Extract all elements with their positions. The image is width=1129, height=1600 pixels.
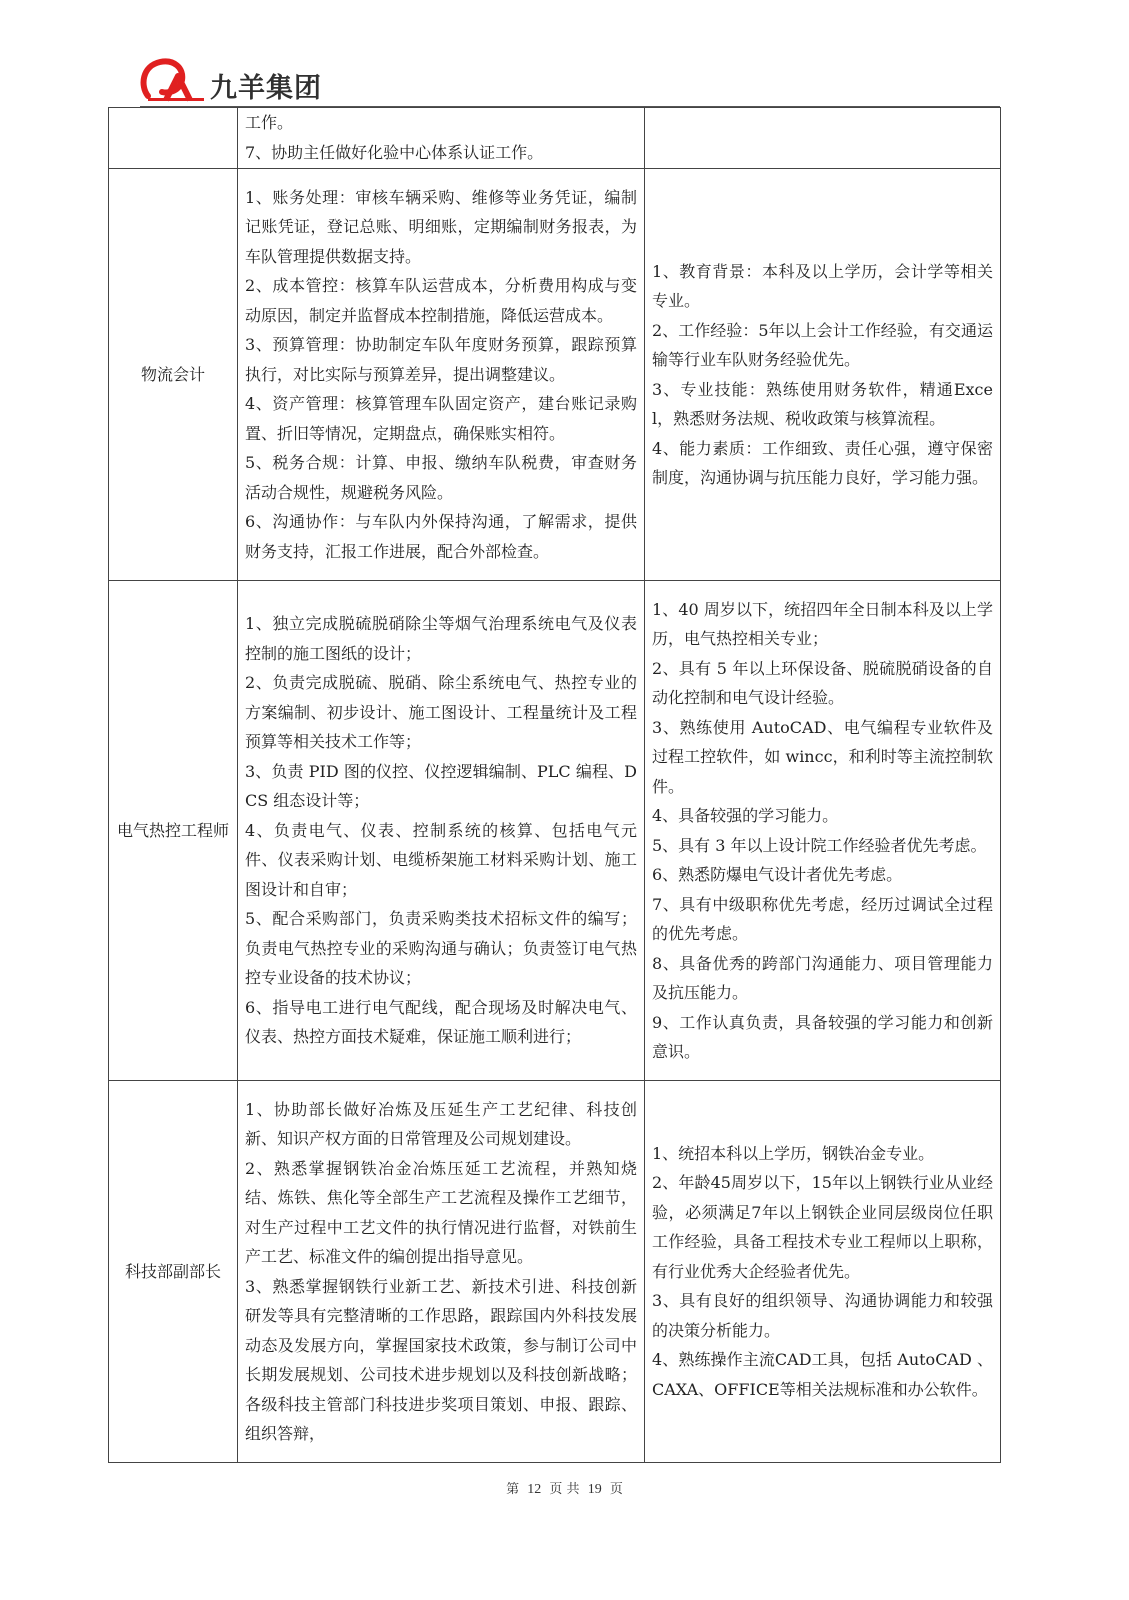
position-title-cell: 物流会计 <box>109 169 238 581</box>
job-requirements-cell <box>645 108 1001 169</box>
position-title-cell: 电气热控工程师 <box>109 581 238 1081</box>
requirement-item: 9、工作认真负责，具备较强的学习能力和创新意识。 <box>652 1012 993 1061</box>
job-requirements-cell <box>645 169 1001 581</box>
table-row <box>109 1081 1001 1463</box>
requirement-item: 6、熟悉防爆电气设计者优先考虑。 <box>652 865 903 884</box>
duty-item: 1、协助部长做好冶炼及压延生产工艺纪律、科技创新、知识产权方面的日常管理及公司规划建设。 <box>245 1099 637 1148</box>
requirement-item: 1、教育背景：本科及以上学历，会计学等相关专业。 <box>652 261 993 310</box>
table-row <box>109 108 1001 169</box>
requirement-item: 8、具备优秀的跨部门沟通能力、项目管理能力及抗压能力。 <box>652 953 993 1002</box>
duty-item: 4、负责电气、仪表、控制系统的核算、包括电气元件、仪表采购计划、电缆桥架施工材料采购计划、施工图设计和自审； <box>245 820 637 899</box>
requirement-item: 7、具有中级职称优先考虑，经历过调试全过程的优先考虑。 <box>652 894 993 943</box>
requirement-item: 4、能力素质：工作细致、责任心强，遵守保密制度，沟通协调与抗压能力良好，学习能力强。 <box>652 438 993 487</box>
job-requirements-cell <box>645 1081 1001 1463</box>
jiuyang-logo-icon <box>140 56 206 104</box>
duty-item: 6、沟通协作：与车队内外保持沟通，了解需求，提供财务支持，汇报工作进展，配合外部检查。 <box>245 512 637 561</box>
position-title-cell <box>109 108 238 169</box>
job-duties-cell <box>238 169 645 581</box>
job-duties-cell <box>238 581 645 1081</box>
duty-item: 2、熟悉掌握钢铁冶金冶炼压延工艺流程，并熟知烧结、炼铁、焦化等全部生产工艺流程及操作工艺细节，对生产过程中工艺文件的执行情况进行监督，对铁前生产工艺、标准文件的编创提出指导意见。 <box>245 1158 637 1266</box>
job-requirements-cell <box>645 581 1001 1081</box>
requirement-item: 2、工作经验：5年以上会计工作经验，有交通运输等行业车队财务经验优先。 <box>652 320 993 369</box>
current-page-number: 12 <box>527 1482 542 1497</box>
duty-item: 3、负责 PID 图的仪控、仪控逻辑编制、PLC 编程、DCS 组态设计等； <box>245 761 637 811</box>
company-brand-name: 九羊集团 <box>210 73 322 104</box>
duty-item: 7、协助主任做好化验中心体系认证工作。 <box>245 142 544 162</box>
duty-item: 6、指导电工进行电气配线，配合现场及时解决电气、仪表、热控方面技术疑难，保证施工顺利进行； <box>245 997 637 1047</box>
job-duties-cell <box>238 108 645 169</box>
requirement-item: 5、具有 3 年以上设计院工作经验者优先考虑。 <box>652 835 987 855</box>
duty-item: 5、税务合规：计算、申报、缴纳车队税费，审查财务活动合规性，规避税务风险。 <box>245 453 637 502</box>
page-footer <box>0 1478 1129 1498</box>
duty-item: 3、预算管理：协助制定车队年度财务预算，跟踪预算执行，对比实际与预算差异，提出调整建议。 <box>245 335 637 384</box>
requirement-item: 1、40 周岁以下，统招四年全日制本科及以上学历，电气热控相关专业； <box>652 599 993 648</box>
table-row <box>109 581 1001 1081</box>
duty-item: 工作。 <box>245 113 294 132</box>
table-row <box>109 169 1001 581</box>
requirement-item: 3、专业技能：熟练使用财务软件，精通Excel，熟悉财务法规、税收政策与核算流程。 <box>652 379 993 428</box>
requirement-item: 2、具有 5 年以上环保设备、脱硫脱硝设备的自动化控制和电气设计经验。 <box>652 658 993 707</box>
duty-item: 3、熟悉掌握钢铁行业新工艺、新技术引进、科技创新研发等具有完整清晰的工作思路，跟踪国内外科技发展动态及发展方向，掌握国家技术政策，参与制订公司中长期发展规划、公司技术进步规划以及科技创新战略；各级科技主管部门科技进步奖项目策划、申报、跟踪、组织答辩， <box>245 1276 637 1443</box>
duty-item: 2、负责完成脱硫、脱硝、除尘系统电气、热控专业的方案编制、初步设计、施工图设计、工程量统计及工程预算等相关技术工作等； <box>245 673 637 752</box>
requirement-item: 3、具有良好的组织领导、沟通协调能力和较强的决策分析能力。 <box>652 1291 993 1340</box>
requirement-item: 1、统招本科以上学历，钢铁冶金专业。 <box>652 1143 935 1163</box>
footer-middle: 页 共 <box>549 1482 580 1497</box>
page-header <box>140 48 1000 106</box>
requirement-item: 2、年龄45周岁以下，15年以上钢铁行业从业经验，必须满足7年以上钢铁企业同层级岗位任职工作经验，具备工程技术专业工程师以上职称，有行业优秀大企经验者优先。 <box>652 1173 993 1281</box>
duty-item: 1、独立完成脱硫脱硝除尘等烟气治理系统电气及仪表控制的施工图纸的设计； <box>245 614 637 663</box>
requirement-item: 4、具备较强的学习能力。 <box>652 806 839 825</box>
position-title-cell: 科技部副部长 <box>109 1081 238 1463</box>
requirement-item: 4、熟练操作主流CAD工具，包括 AutoCAD 、CAXA、OFFICE等相关法规标准和办公软件。 <box>652 1350 993 1399</box>
job-duties-cell <box>238 1081 645 1463</box>
duty-item: 5、配合采购部门，负责采购类技术招标文件的编写；负责电气热控专业的采购沟通与确认；负责签订电气热控专业设备的技术协议； <box>245 909 637 988</box>
total-page-count: 19 <box>587 1482 602 1497</box>
duty-item: 4、资产管理：核算管理车队固定资产，建台账记录购置、折旧等情况，定期盘点，确保账实相符。 <box>245 394 637 443</box>
duty-item: 1、账务处理：审核车辆采购、维修等业务凭证，编制记账凭证，登记总账、明细账，定期编制财务报表，为车队管理提供数据支持。 <box>245 187 637 266</box>
duty-item: 2、成本管控：核算车队运营成本，分析费用构成与变动原因，制定并监督成本控制措施，降低运营成本。 <box>245 276 637 325</box>
footer-suffix: 页 <box>609 1482 623 1497</box>
requirement-item: 3、熟练使用 AutoCAD、电气编程专业软件及过程工控软件，如 wincc，和利时等主流控制软件。 <box>652 717 993 796</box>
footer-prefix: 第 <box>506 1482 520 1497</box>
job-requirements-table <box>108 107 1001 1463</box>
